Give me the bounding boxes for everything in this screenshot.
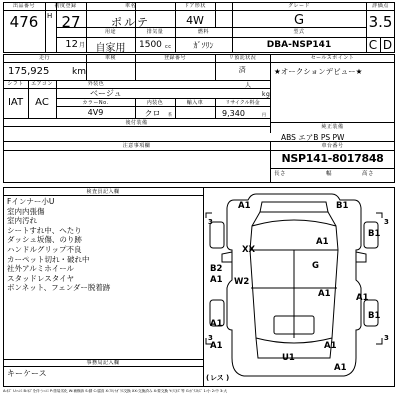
inspection-note: 室内内張傷 xyxy=(7,206,45,216)
height-label: 高さ xyxy=(362,171,375,177)
damage-mark: A1 xyxy=(210,341,223,351)
inspection-note: Fインナー小U xyxy=(7,197,55,206)
color-number: 4V9 xyxy=(87,108,104,117)
mileage: 175,925 xyxy=(8,66,50,77)
color-number-label: カラーNo. xyxy=(82,100,109,106)
inspector-notes-label: 検査員記入欄 xyxy=(86,189,120,195)
load-unit: kg xyxy=(262,91,271,98)
displacement-label: 排気量 xyxy=(146,29,164,35)
import-label: 輸入車 xyxy=(186,100,204,106)
model-label: 型式 xyxy=(293,29,305,35)
inspection-note: 社外アルミホイール xyxy=(7,264,75,274)
damage-mark: W2 xyxy=(234,277,250,287)
interior-color-label: 内装色 xyxy=(146,100,164,106)
inspection-note: シートすれ中、へたり xyxy=(7,225,82,235)
aircon-type: AC xyxy=(35,97,49,108)
score-label: 評価点 xyxy=(372,3,389,9)
level-label: レス xyxy=(210,374,224,382)
mileage-label: 走行 xyxy=(38,55,50,61)
first-registration-label: 初度登録 xyxy=(54,3,77,9)
damage-mark: A1 xyxy=(210,275,223,285)
exterior-color: ベージュ xyxy=(90,89,122,98)
interior-color-suffix: 系 xyxy=(168,112,173,117)
displacement: 1500 xyxy=(139,40,162,50)
sales-point-label: セールスポイント xyxy=(310,55,355,61)
lot-number-label: 出品番号 xyxy=(12,3,35,9)
displacement-unit: cc xyxy=(165,44,172,50)
recycle-fee-unit: 円 xyxy=(262,112,267,117)
exterior-score: D xyxy=(382,38,393,52)
corner-mark: 3 xyxy=(384,218,389,226)
shift-label: シフト xyxy=(7,81,24,87)
after-market-label: 後付装備 xyxy=(125,120,148,126)
damage-mark: B1 xyxy=(368,229,381,239)
svg-text:): ) xyxy=(226,374,230,382)
damage-mark: A1 xyxy=(356,293,369,303)
factory-equipment-label: 純正装備 xyxy=(321,124,344,130)
svg-text:(: ( xyxy=(206,374,210,382)
car-damage-diagram xyxy=(204,188,394,386)
damage-mark: A1 xyxy=(318,289,331,299)
damage-mark: B1 xyxy=(368,311,381,321)
damage-mark: A1 xyxy=(238,201,251,211)
damage-mark: B1 xyxy=(336,201,349,211)
registration-number-label: 登録番号 xyxy=(163,55,186,61)
damage-mark: B2 xyxy=(210,264,223,274)
month-unit: 月 xyxy=(79,42,86,49)
car-name-label: 車名 xyxy=(124,3,136,9)
inspection-note: ハンドルグリップ不良 xyxy=(7,245,82,254)
width-label: 幅 xyxy=(326,171,333,177)
damage-mark: A1 xyxy=(210,319,223,329)
sales-point: ★オークションデビュー★ xyxy=(274,67,363,76)
recycle-status-label: リ預託状況 xyxy=(228,55,257,61)
exterior-color-label: 外装色 xyxy=(87,81,105,87)
inspection-note: ボンネット、フェンダー脱着跡 xyxy=(7,283,111,293)
inspection-note: カーペット切れ・破れ中 xyxy=(7,254,90,264)
recycle-status: 済 xyxy=(238,66,247,74)
era-letter: H xyxy=(47,12,53,20)
factory-equipment: ABS エアB PS PW xyxy=(281,133,345,142)
damage-legend: A:ｷｽﾞ U:ﾍｺﾐ B:ｷｽﾞを伴うﾍｺﾐ P:塗装劣化 W:補修跡 S:錆 C:腐食 X:ﾌﾛﾝﾄｶﾞﾗｽ交換 XX:交換済み X:要交換 Y:穴ｷｽﾞ等 G:ｶﾞﾗｽｷｽﾞ 1:小 2:中 3:大 xyxy=(3,389,228,393)
inspection-note: ダッシュ坂傷、のり跡 xyxy=(7,235,82,245)
damage-mark: G xyxy=(312,261,319,271)
grade-label: グレード xyxy=(287,3,310,9)
office-notes-label: 事務局記入欄 xyxy=(86,360,120,366)
usage-label: 用途 xyxy=(104,29,116,35)
chassis-number-label: 車台番号 xyxy=(321,143,344,149)
auction-score: 3.5 xyxy=(368,13,393,31)
damage-mark: A1 xyxy=(316,237,329,247)
interior-color: クロ xyxy=(144,109,161,118)
inspection-note: 室内汚れ xyxy=(7,216,37,226)
fuel-label: 燃料 xyxy=(197,29,209,35)
damage-mark: A1 xyxy=(324,341,337,351)
length-label: 長さ xyxy=(274,171,287,177)
door-type: 4W xyxy=(186,14,204,27)
inspection-expiry-label: 車検 xyxy=(104,55,116,61)
doors-label: ドア形状 xyxy=(184,3,206,9)
grade: G xyxy=(293,13,305,28)
usage: 自家用 xyxy=(95,43,126,54)
lot-number: 476 xyxy=(9,13,39,31)
remarks-label: 注意事項欄 xyxy=(122,143,151,149)
damage-mark: U1 xyxy=(282,353,295,363)
corner-mark: 3 xyxy=(208,334,213,342)
office-note: キーケース xyxy=(7,369,47,378)
registration-month: 12 xyxy=(65,39,78,50)
chassis-number: NSP141-8017848 xyxy=(281,152,384,165)
corner-mark: 3 xyxy=(384,334,389,342)
capacity-unit: 人 xyxy=(245,82,252,89)
car-name: ポルテ xyxy=(111,16,150,29)
interior-score: C xyxy=(368,38,378,52)
inspection-note: スタッドレスタイヤ xyxy=(7,273,75,283)
registration-year: 27 xyxy=(61,13,81,31)
mileage-unit: km xyxy=(72,67,86,77)
damage-mark: A1 xyxy=(334,363,347,373)
recycle-fee-label: リサイクル料金 xyxy=(225,100,260,106)
fuel: ｶﾞｿﾘﾝ xyxy=(193,41,214,50)
aircon-label: エアコン xyxy=(31,81,53,87)
shift-type: IAT xyxy=(7,97,24,108)
model-code: DBA-NSP141 xyxy=(266,40,332,50)
corner-mark: 3 xyxy=(208,218,213,226)
damage-mark: XX xyxy=(242,245,256,255)
recycle-fee: 9,340 xyxy=(222,109,245,118)
